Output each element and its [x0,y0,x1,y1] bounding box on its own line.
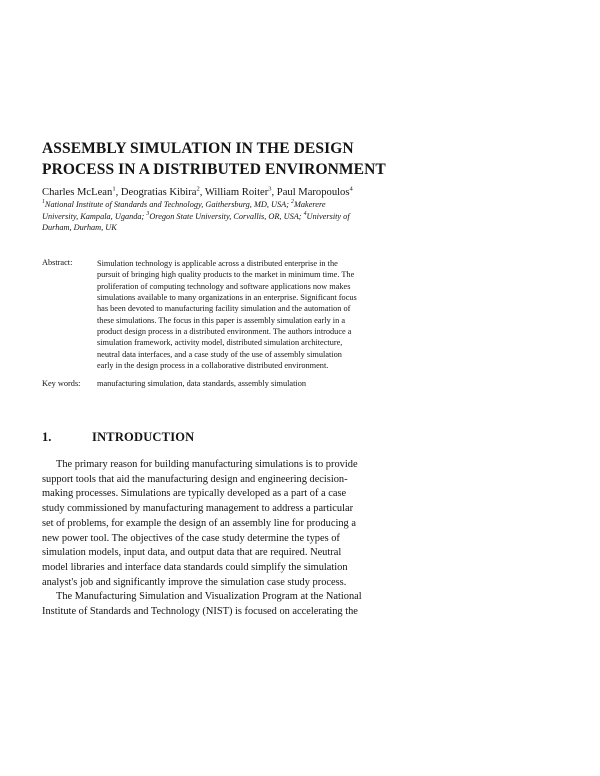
title-line-2: PROCESS IN A DISTRIBUTED ENVIRONMENT [42,161,386,178]
body-line: support tools that aid the manufacturing design and engineering decision- [42,473,348,485]
body-line: The primary reason for building manufacturing simulations is to provide [56,459,358,470]
author-name: Charles McLean [42,187,113,198]
abstract-label: Abstract: [42,258,73,267]
body-line: analyst's job and significantly improve the simulation case study process. [42,576,347,588]
affiliation-text: University, Kampala, Uganda; [42,211,147,221]
title-line-1: ASSEMBLY SIMULATION IN THE DESIGN [42,140,354,157]
section-title: INTRODUCTION [92,430,195,444]
abstract-line: these simulations. The focus in this paper is assembly simulation early in a [97,315,346,325]
author-affiliation-mark: 1 [112,185,116,193]
abstract-line: Simulation technology is applicable across a distributed enterprise in the [97,259,338,268]
paper-title [42,138,482,180]
abstract-line: proliferation of computing technology and software applications now makes [97,281,351,291]
affiliations [42,199,382,234]
affiliation-mark: 1 [42,199,45,206]
affiliation-line-2 [42,211,382,223]
body-line: simulation models, input data, and output data that are required. Neutral [42,547,342,559]
abstract-line: neutral data interfaces, and a case study of the use of assembly simulation [97,349,342,359]
abstract-line: early in the design process in a collaborative distributed environment. [97,361,329,371]
affiliation-line-3: Durham, Durham, UK [42,223,117,233]
author-name: Deogratias Kibira [120,187,197,198]
affiliation-mark: 4 [303,210,307,217]
author-affiliation-mark: 4 [349,185,353,193]
body-line: study commissioned by manufacturing management to address a particular [42,503,354,515]
affiliation-text: Makerere [293,200,326,209]
body-paragraphs [42,458,382,620]
keywords-label: Key words: [42,379,81,388]
author-list: Charles McLean$^1$, Deogratias Kibira$^2$, William Roiter$^3$, Paul Maropoulos$^4$ [42,185,353,198]
affiliation-line-1 [42,199,382,211]
body-line: model libraries and interface data standards could simplify the simulation [42,561,348,573]
affiliation-text: University of [306,211,350,221]
affiliation-text: Oregon State University, Corvallis, OR, USA; [149,211,304,221]
abstract-line: pursuit of bringing high quality products to the market in minimum time. The [97,270,355,280]
section-number: 1. [42,430,52,444]
body-line: Institute of Standards and Technology (NIST) is focused on accelerating the [42,606,358,618]
abstract-text [97,258,382,371]
body-line: The Manufacturing Simulation and Visualization Program at the National [56,591,362,603]
author-affiliation-mark: 2 [196,185,200,193]
author-affiliation-mark: 3 [268,185,272,193]
body-line: set of problems, for example the design of an assembly line for producing a [42,517,356,529]
author-name: William Roiter [204,187,269,198]
body-line: making processes. Simulations are typically developed as a part of a case [42,488,347,500]
affiliation-text: National Institute of Standards and Technology, Gaithersburg, MD, USA; [44,200,292,209]
abstract-line: simulations available to many organizations in an enterprise. Significant focus [97,293,357,303]
abstract-line: has been devoted to manufacturing facility simulation and the automation of [97,304,351,314]
abstract-line: simulation framework, activity model, distributed simulation architecture, [97,338,343,348]
body-line: new power tool. The objectives of the case study determine the types of [42,532,340,544]
abstract-line: product design process in a distributed environment. The authors introduce a [97,327,352,337]
affiliation-mark: 3 [146,210,150,217]
keywords-text: manufacturing simulation, data standards, assembly simulation [97,379,306,388]
affiliation-mark: 2 [291,199,294,206]
author-name: Paul Maropoulos [276,187,350,198]
